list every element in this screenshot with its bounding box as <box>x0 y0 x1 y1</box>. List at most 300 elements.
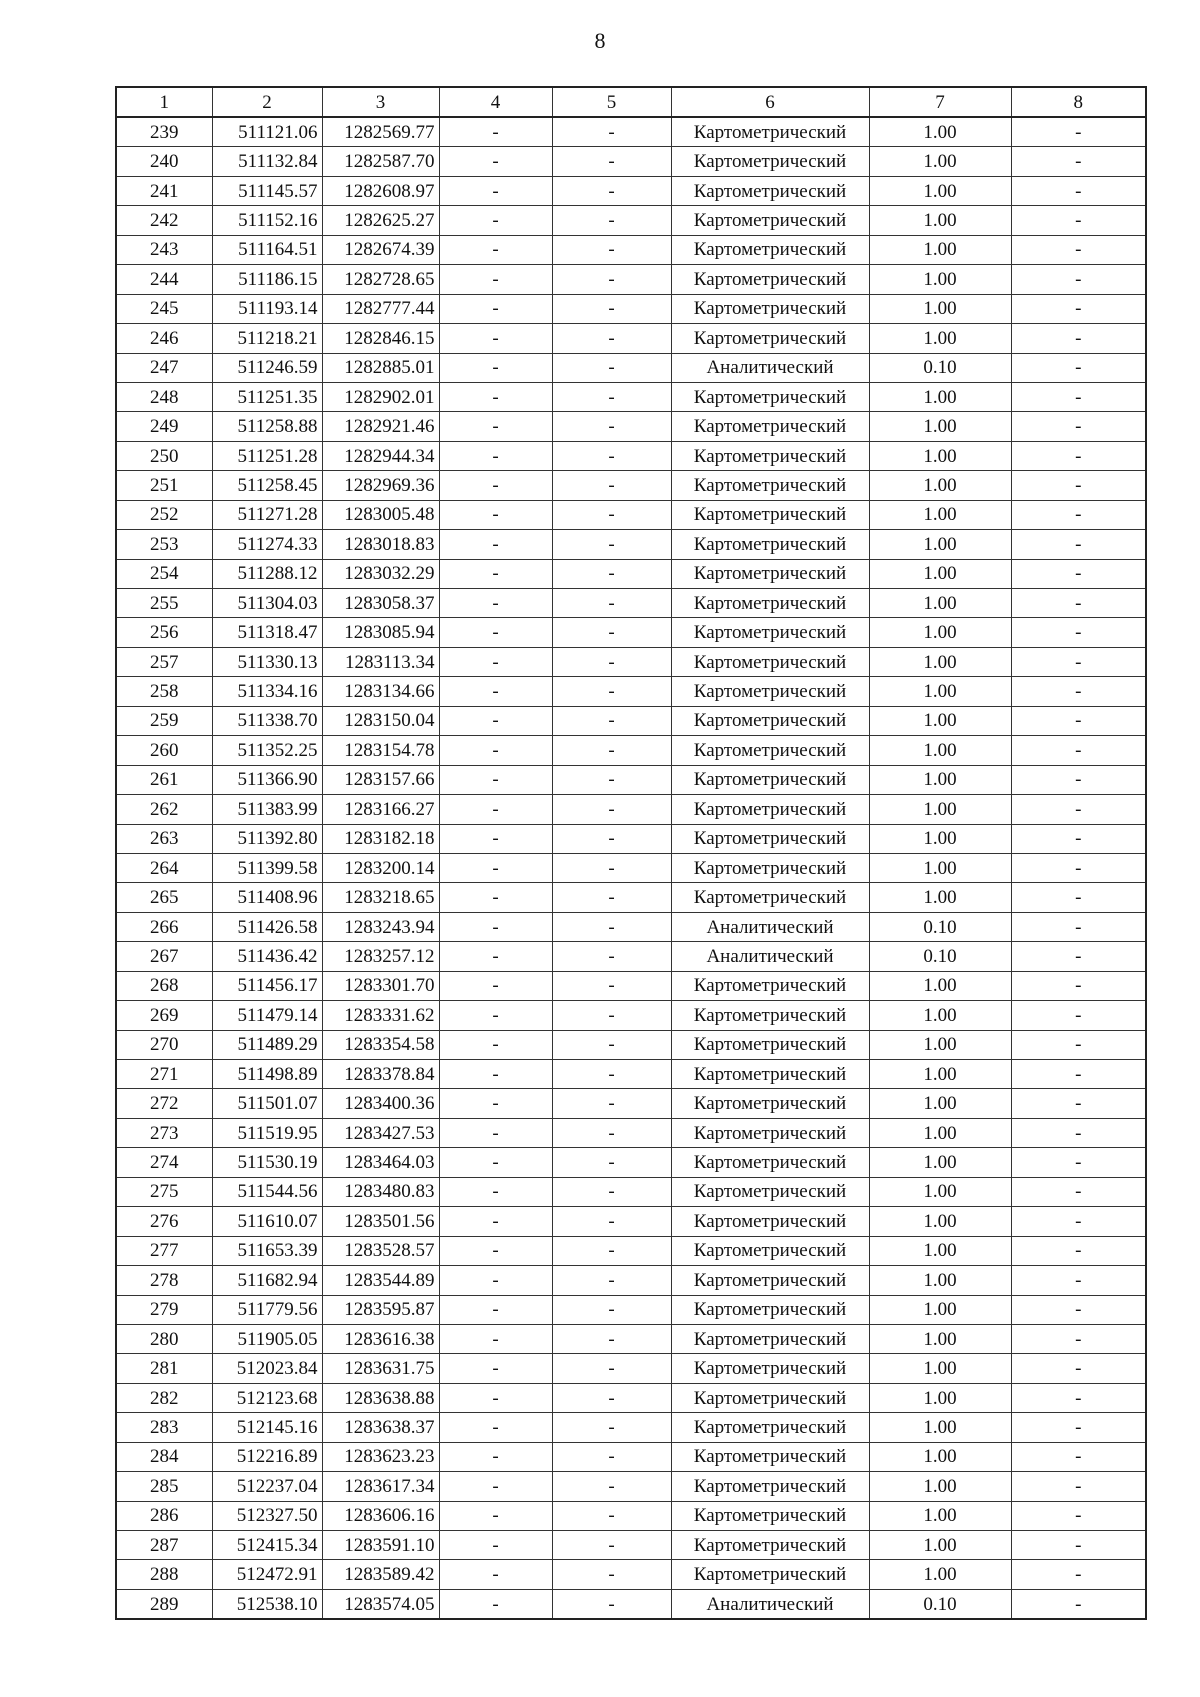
col4-value-cell: - <box>439 1295 552 1324</box>
col5-value-cell: - <box>552 912 671 941</box>
table-row <box>116 824 1146 853</box>
y-coordinate-cell: 1283182.18 <box>322 824 439 853</box>
x-coordinate-cell: 511682.94 <box>212 1266 322 1295</box>
accuracy-cell: 1.00 <box>869 412 1011 441</box>
method-cell: Картометрический <box>671 324 869 353</box>
table-row <box>116 736 1146 765</box>
column-header-4: 4 <box>439 87 552 117</box>
col8-value-cell: - <box>1011 441 1146 470</box>
col8-value-cell: - <box>1011 824 1146 853</box>
table-row <box>116 235 1146 264</box>
table-row <box>116 147 1146 176</box>
col4-value-cell: - <box>439 1383 552 1412</box>
col8-value-cell: - <box>1011 1030 1146 1059</box>
point-number-cell: 257 <box>116 647 212 676</box>
col5-value-cell: - <box>552 942 671 971</box>
method-cell: Картометрический <box>671 500 869 529</box>
point-number-cell: 240 <box>116 147 212 176</box>
col5-value-cell: - <box>552 441 671 470</box>
accuracy-cell: 1.00 <box>869 294 1011 323</box>
col4-value-cell: - <box>439 441 552 470</box>
x-coordinate-cell: 511338.70 <box>212 706 322 735</box>
table-row <box>116 441 1146 470</box>
method-cell: Картометрический <box>671 1177 869 1206</box>
point-number-cell: 268 <box>116 971 212 1000</box>
col5-value-cell: - <box>552 1060 671 1089</box>
point-number-cell: 255 <box>116 589 212 618</box>
coordinates-table <box>115 86 1147 1620</box>
point-number-cell: 256 <box>116 618 212 647</box>
point-number-cell: 288 <box>116 1560 212 1589</box>
x-coordinate-cell: 511519.95 <box>212 1118 322 1147</box>
method-cell: Картометрический <box>671 206 869 235</box>
accuracy-cell: 1.00 <box>869 1148 1011 1177</box>
point-number-cell: 247 <box>116 353 212 382</box>
col4-value-cell: - <box>439 1060 552 1089</box>
table-row <box>116 1413 1146 1442</box>
accuracy-cell: 1.00 <box>869 441 1011 470</box>
accuracy-cell: 1.00 <box>869 618 1011 647</box>
y-coordinate-cell: 1283354.58 <box>322 1030 439 1059</box>
accuracy-cell: 0.10 <box>869 942 1011 971</box>
col4-value-cell: - <box>439 824 552 853</box>
x-coordinate-cell: 511251.28 <box>212 441 322 470</box>
table-row <box>116 1177 1146 1206</box>
table-row <box>116 1089 1146 1118</box>
table-body <box>116 117 1146 1619</box>
col4-value-cell: - <box>439 677 552 706</box>
col8-value-cell: - <box>1011 1383 1146 1412</box>
point-number-cell: 261 <box>116 765 212 794</box>
table-row <box>116 206 1146 235</box>
col8-value-cell: - <box>1011 1266 1146 1295</box>
method-cell: Картометрический <box>671 765 869 794</box>
x-coordinate-cell: 511330.13 <box>212 647 322 676</box>
table-row <box>116 382 1146 411</box>
point-number-cell: 241 <box>116 176 212 205</box>
x-coordinate-cell: 511530.19 <box>212 1148 322 1177</box>
method-cell: Аналитический <box>671 912 869 941</box>
point-number-cell: 242 <box>116 206 212 235</box>
col8-value-cell: - <box>1011 559 1146 588</box>
y-coordinate-cell: 1282674.39 <box>322 235 439 264</box>
col8-value-cell: - <box>1011 294 1146 323</box>
col8-value-cell: - <box>1011 1148 1146 1177</box>
y-coordinate-cell: 1282777.44 <box>322 294 439 323</box>
accuracy-cell: 1.00 <box>869 1413 1011 1442</box>
y-coordinate-cell: 1283631.75 <box>322 1354 439 1383</box>
method-cell: Картометрический <box>671 706 869 735</box>
point-number-cell: 284 <box>116 1442 212 1471</box>
x-coordinate-cell: 512216.89 <box>212 1442 322 1471</box>
y-coordinate-cell: 1283113.34 <box>322 647 439 676</box>
point-number-cell: 280 <box>116 1324 212 1353</box>
x-coordinate-cell: 511436.42 <box>212 942 322 971</box>
point-number-cell: 270 <box>116 1030 212 1059</box>
col8-value-cell: - <box>1011 1442 1146 1471</box>
y-coordinate-cell: 1283480.83 <box>322 1177 439 1206</box>
accuracy-cell: 1.00 <box>869 1030 1011 1059</box>
accuracy-cell: 0.10 <box>869 353 1011 382</box>
col4-value-cell: - <box>439 912 552 941</box>
y-coordinate-cell: 1283257.12 <box>322 942 439 971</box>
method-cell: Картометрический <box>671 736 869 765</box>
point-number-cell: 285 <box>116 1472 212 1501</box>
y-coordinate-cell: 1283464.03 <box>322 1148 439 1177</box>
col5-value-cell: - <box>552 1383 671 1412</box>
table-row <box>116 1354 1146 1383</box>
point-number-cell: 286 <box>116 1501 212 1530</box>
col8-value-cell: - <box>1011 265 1146 294</box>
x-coordinate-cell: 511246.59 <box>212 353 322 382</box>
col4-value-cell: - <box>439 1030 552 1059</box>
table-row <box>116 1030 1146 1059</box>
col4-value-cell: - <box>439 1560 552 1589</box>
col4-value-cell: - <box>439 1001 552 1030</box>
col8-value-cell: - <box>1011 147 1146 176</box>
table-row <box>116 176 1146 205</box>
y-coordinate-cell: 1282728.65 <box>322 265 439 294</box>
table-row <box>116 1148 1146 1177</box>
method-cell: Картометрический <box>671 795 869 824</box>
y-coordinate-cell: 1283501.56 <box>322 1207 439 1236</box>
col4-value-cell: - <box>439 765 552 794</box>
col8-value-cell: - <box>1011 1354 1146 1383</box>
method-cell: Картометрический <box>671 1501 869 1530</box>
point-number-cell: 244 <box>116 265 212 294</box>
method-cell: Картометрический <box>671 1295 869 1324</box>
col4-value-cell: - <box>439 1324 552 1353</box>
col5-value-cell: - <box>552 824 671 853</box>
x-coordinate-cell: 511544.56 <box>212 1177 322 1206</box>
x-coordinate-cell: 512145.16 <box>212 1413 322 1442</box>
x-coordinate-cell: 511132.84 <box>212 147 322 176</box>
accuracy-cell: 1.00 <box>869 324 1011 353</box>
y-coordinate-cell: 1283544.89 <box>322 1266 439 1295</box>
y-coordinate-cell: 1282587.70 <box>322 147 439 176</box>
col8-value-cell: - <box>1011 912 1146 941</box>
y-coordinate-cell: 1283606.16 <box>322 1501 439 1530</box>
col4-value-cell: - <box>439 795 552 824</box>
col4-value-cell: - <box>439 353 552 382</box>
col4-value-cell: - <box>439 500 552 529</box>
x-coordinate-cell: 511251.35 <box>212 382 322 411</box>
table-row <box>116 795 1146 824</box>
method-cell: Картометрический <box>671 117 869 147</box>
col8-value-cell: - <box>1011 942 1146 971</box>
x-coordinate-cell: 512327.50 <box>212 1501 322 1530</box>
col8-value-cell: - <box>1011 883 1146 912</box>
accuracy-cell: 1.00 <box>869 824 1011 853</box>
point-number-cell: 248 <box>116 382 212 411</box>
accuracy-cell: 1.00 <box>869 883 1011 912</box>
table-row <box>116 765 1146 794</box>
col8-value-cell: - <box>1011 1295 1146 1324</box>
col5-value-cell: - <box>552 117 671 147</box>
col5-value-cell: - <box>552 647 671 676</box>
column-header-3: 3 <box>322 87 439 117</box>
point-number-cell: 260 <box>116 736 212 765</box>
x-coordinate-cell: 512415.34 <box>212 1531 322 1560</box>
x-coordinate-cell: 512538.10 <box>212 1589 322 1619</box>
accuracy-cell: 1.00 <box>869 1207 1011 1236</box>
point-number-cell: 282 <box>116 1383 212 1412</box>
table-row <box>116 1001 1146 1030</box>
point-number-cell: 264 <box>116 853 212 882</box>
col4-value-cell: - <box>439 706 552 735</box>
point-number-cell: 246 <box>116 324 212 353</box>
table-row <box>116 1324 1146 1353</box>
accuracy-cell: 1.00 <box>869 765 1011 794</box>
col5-value-cell: - <box>552 736 671 765</box>
col5-value-cell: - <box>552 1413 671 1442</box>
accuracy-cell: 1.00 <box>869 1501 1011 1530</box>
col5-value-cell: - <box>552 1560 671 1589</box>
accuracy-cell: 1.00 <box>869 1236 1011 1265</box>
table-header-row <box>116 87 1146 117</box>
method-cell: Картометрический <box>671 1266 869 1295</box>
x-coordinate-cell: 511152.16 <box>212 206 322 235</box>
method-cell: Картометрический <box>671 1030 869 1059</box>
point-number-cell: 252 <box>116 500 212 529</box>
col4-value-cell: - <box>439 1089 552 1118</box>
y-coordinate-cell: 1282608.97 <box>322 176 439 205</box>
accuracy-cell: 1.00 <box>869 1472 1011 1501</box>
column-header-1: 1 <box>116 87 212 117</box>
method-cell: Картометрический <box>671 1207 869 1236</box>
x-coordinate-cell: 511193.14 <box>212 294 322 323</box>
x-coordinate-cell: 511610.07 <box>212 1207 322 1236</box>
accuracy-cell: 1.00 <box>869 1266 1011 1295</box>
col4-value-cell: - <box>439 147 552 176</box>
col5-value-cell: - <box>552 353 671 382</box>
y-coordinate-cell: 1282846.15 <box>322 324 439 353</box>
method-cell: Картометрический <box>671 1148 869 1177</box>
point-number-cell: 253 <box>116 530 212 559</box>
col5-value-cell: - <box>552 1295 671 1324</box>
col5-value-cell: - <box>552 530 671 559</box>
y-coordinate-cell: 1283400.36 <box>322 1089 439 1118</box>
point-number-cell: 277 <box>116 1236 212 1265</box>
column-header-2: 2 <box>212 87 322 117</box>
col4-value-cell: - <box>439 971 552 1000</box>
method-cell: Картометрический <box>671 1236 869 1265</box>
col8-value-cell: - <box>1011 1589 1146 1619</box>
column-header-7: 7 <box>869 87 1011 117</box>
table-row <box>116 1560 1146 1589</box>
table-row <box>116 1531 1146 1560</box>
point-number-cell: 275 <box>116 1177 212 1206</box>
col5-value-cell: - <box>552 294 671 323</box>
method-cell: Картометрический <box>671 824 869 853</box>
method-cell: Картометрический <box>671 265 869 294</box>
method-cell: Аналитический <box>671 942 869 971</box>
method-cell: Картометрический <box>671 677 869 706</box>
col5-value-cell: - <box>552 559 671 588</box>
y-coordinate-cell: 1283331.62 <box>322 1001 439 1030</box>
col5-value-cell: - <box>552 1472 671 1501</box>
col4-value-cell: - <box>439 883 552 912</box>
column-header-5: 5 <box>552 87 671 117</box>
x-coordinate-cell: 512472.91 <box>212 1560 322 1589</box>
accuracy-cell: 1.00 <box>869 677 1011 706</box>
y-coordinate-cell: 1282569.77 <box>322 117 439 147</box>
accuracy-cell: 1.00 <box>869 1383 1011 1412</box>
x-coordinate-cell: 511288.12 <box>212 559 322 588</box>
col8-value-cell: - <box>1011 677 1146 706</box>
accuracy-cell: 0.10 <box>869 912 1011 941</box>
col8-value-cell: - <box>1011 706 1146 735</box>
method-cell: Картометрический <box>671 1001 869 1030</box>
accuracy-cell: 1.00 <box>869 1118 1011 1147</box>
y-coordinate-cell: 1283085.94 <box>322 618 439 647</box>
y-coordinate-cell: 1283574.05 <box>322 1589 439 1619</box>
x-coordinate-cell: 511352.25 <box>212 736 322 765</box>
accuracy-cell: 1.00 <box>869 530 1011 559</box>
y-coordinate-cell: 1283200.14 <box>322 853 439 882</box>
col4-value-cell: - <box>439 618 552 647</box>
x-coordinate-cell: 511399.58 <box>212 853 322 882</box>
accuracy-cell: 1.00 <box>869 1531 1011 1560</box>
y-coordinate-cell: 1282944.34 <box>322 441 439 470</box>
accuracy-cell: 1.00 <box>869 1060 1011 1089</box>
col4-value-cell: - <box>439 942 552 971</box>
table-row <box>116 1442 1146 1471</box>
y-coordinate-cell: 1283616.38 <box>322 1324 439 1353</box>
col5-value-cell: - <box>552 853 671 882</box>
col4-value-cell: - <box>439 412 552 441</box>
col4-value-cell: - <box>439 589 552 618</box>
method-cell: Картометрический <box>671 1060 869 1089</box>
col4-value-cell: - <box>439 1589 552 1619</box>
col4-value-cell: - <box>439 1354 552 1383</box>
x-coordinate-cell: 511408.96 <box>212 883 322 912</box>
y-coordinate-cell: 1283589.42 <box>322 1560 439 1589</box>
col5-value-cell: - <box>552 1118 671 1147</box>
col8-value-cell: - <box>1011 206 1146 235</box>
method-cell: Картометрический <box>671 618 869 647</box>
point-number-cell: 289 <box>116 1589 212 1619</box>
col5-value-cell: - <box>552 1177 671 1206</box>
col4-value-cell: - <box>439 1207 552 1236</box>
table-row <box>116 1118 1146 1147</box>
x-coordinate-cell: 512123.68 <box>212 1383 322 1412</box>
method-cell: Аналитический <box>671 1589 869 1619</box>
col8-value-cell: - <box>1011 765 1146 794</box>
point-number-cell: 269 <box>116 1001 212 1030</box>
table-row <box>116 412 1146 441</box>
accuracy-cell: 1.00 <box>869 206 1011 235</box>
method-cell: Аналитический <box>671 353 869 382</box>
col4-value-cell: - <box>439 1148 552 1177</box>
method-cell: Картометрический <box>671 530 869 559</box>
accuracy-cell: 1.00 <box>869 500 1011 529</box>
x-coordinate-cell: 511392.80 <box>212 824 322 853</box>
point-number-cell: 258 <box>116 677 212 706</box>
accuracy-cell: 1.00 <box>869 736 1011 765</box>
y-coordinate-cell: 1282921.46 <box>322 412 439 441</box>
col5-value-cell: - <box>552 677 671 706</box>
method-cell: Картометрический <box>671 147 869 176</box>
col8-value-cell: - <box>1011 324 1146 353</box>
col4-value-cell: - <box>439 736 552 765</box>
accuracy-cell: 1.00 <box>869 1560 1011 1589</box>
y-coordinate-cell: 1283638.37 <box>322 1413 439 1442</box>
x-coordinate-cell: 511318.47 <box>212 618 322 647</box>
method-cell: Картометрический <box>671 589 869 618</box>
col5-value-cell: - <box>552 235 671 264</box>
col4-value-cell: - <box>439 1413 552 1442</box>
col5-value-cell: - <box>552 1089 671 1118</box>
accuracy-cell: 1.00 <box>869 853 1011 882</box>
point-number-cell: 281 <box>116 1354 212 1383</box>
table-row <box>116 500 1146 529</box>
method-cell: Картометрический <box>671 1118 869 1147</box>
method-cell: Картометрический <box>671 647 869 676</box>
method-cell: Картометрический <box>671 853 869 882</box>
x-coordinate-cell: 511456.17 <box>212 971 322 1000</box>
table-row <box>116 294 1146 323</box>
col5-value-cell: - <box>552 147 671 176</box>
method-cell: Картометрический <box>671 1354 869 1383</box>
col8-value-cell: - <box>1011 530 1146 559</box>
accuracy-cell: 1.00 <box>869 971 1011 1000</box>
point-number-cell: 259 <box>116 706 212 735</box>
y-coordinate-cell: 1283623.23 <box>322 1442 439 1471</box>
col5-value-cell: - <box>552 1001 671 1030</box>
method-cell: Картометрический <box>671 1383 869 1412</box>
col5-value-cell: - <box>552 765 671 794</box>
accuracy-cell: 1.00 <box>869 265 1011 294</box>
accuracy-cell: 1.00 <box>869 176 1011 205</box>
point-number-cell: 283 <box>116 1413 212 1442</box>
y-coordinate-cell: 1283005.48 <box>322 500 439 529</box>
y-coordinate-cell: 1283150.04 <box>322 706 439 735</box>
col5-value-cell: - <box>552 1324 671 1353</box>
x-coordinate-cell: 511304.03 <box>212 589 322 618</box>
table-row <box>116 1383 1146 1412</box>
col8-value-cell: - <box>1011 736 1146 765</box>
col5-value-cell: - <box>552 1207 671 1236</box>
point-number-cell: 243 <box>116 235 212 264</box>
col8-value-cell: - <box>1011 971 1146 1000</box>
y-coordinate-cell: 1283595.87 <box>322 1295 439 1324</box>
col4-value-cell: - <box>439 530 552 559</box>
col4-value-cell: - <box>439 1501 552 1530</box>
col4-value-cell: - <box>439 206 552 235</box>
col4-value-cell: - <box>439 382 552 411</box>
col5-value-cell: - <box>552 1589 671 1619</box>
col4-value-cell: - <box>439 176 552 205</box>
table-row <box>116 1472 1146 1501</box>
col8-value-cell: - <box>1011 471 1146 500</box>
x-coordinate-cell: 511274.33 <box>212 530 322 559</box>
col4-value-cell: - <box>439 1118 552 1147</box>
col4-value-cell: - <box>439 853 552 882</box>
accuracy-cell: 1.00 <box>869 147 1011 176</box>
col8-value-cell: - <box>1011 1501 1146 1530</box>
table-row <box>116 1266 1146 1295</box>
point-number-cell: 278 <box>116 1266 212 1295</box>
col5-value-cell: - <box>552 176 671 205</box>
point-number-cell: 267 <box>116 942 212 971</box>
accuracy-cell: 1.00 <box>869 1324 1011 1353</box>
col8-value-cell: - <box>1011 1324 1146 1353</box>
accuracy-cell: 1.00 <box>869 382 1011 411</box>
col8-value-cell: - <box>1011 1472 1146 1501</box>
accuracy-cell: 1.00 <box>869 1001 1011 1030</box>
col4-value-cell: - <box>439 1266 552 1295</box>
